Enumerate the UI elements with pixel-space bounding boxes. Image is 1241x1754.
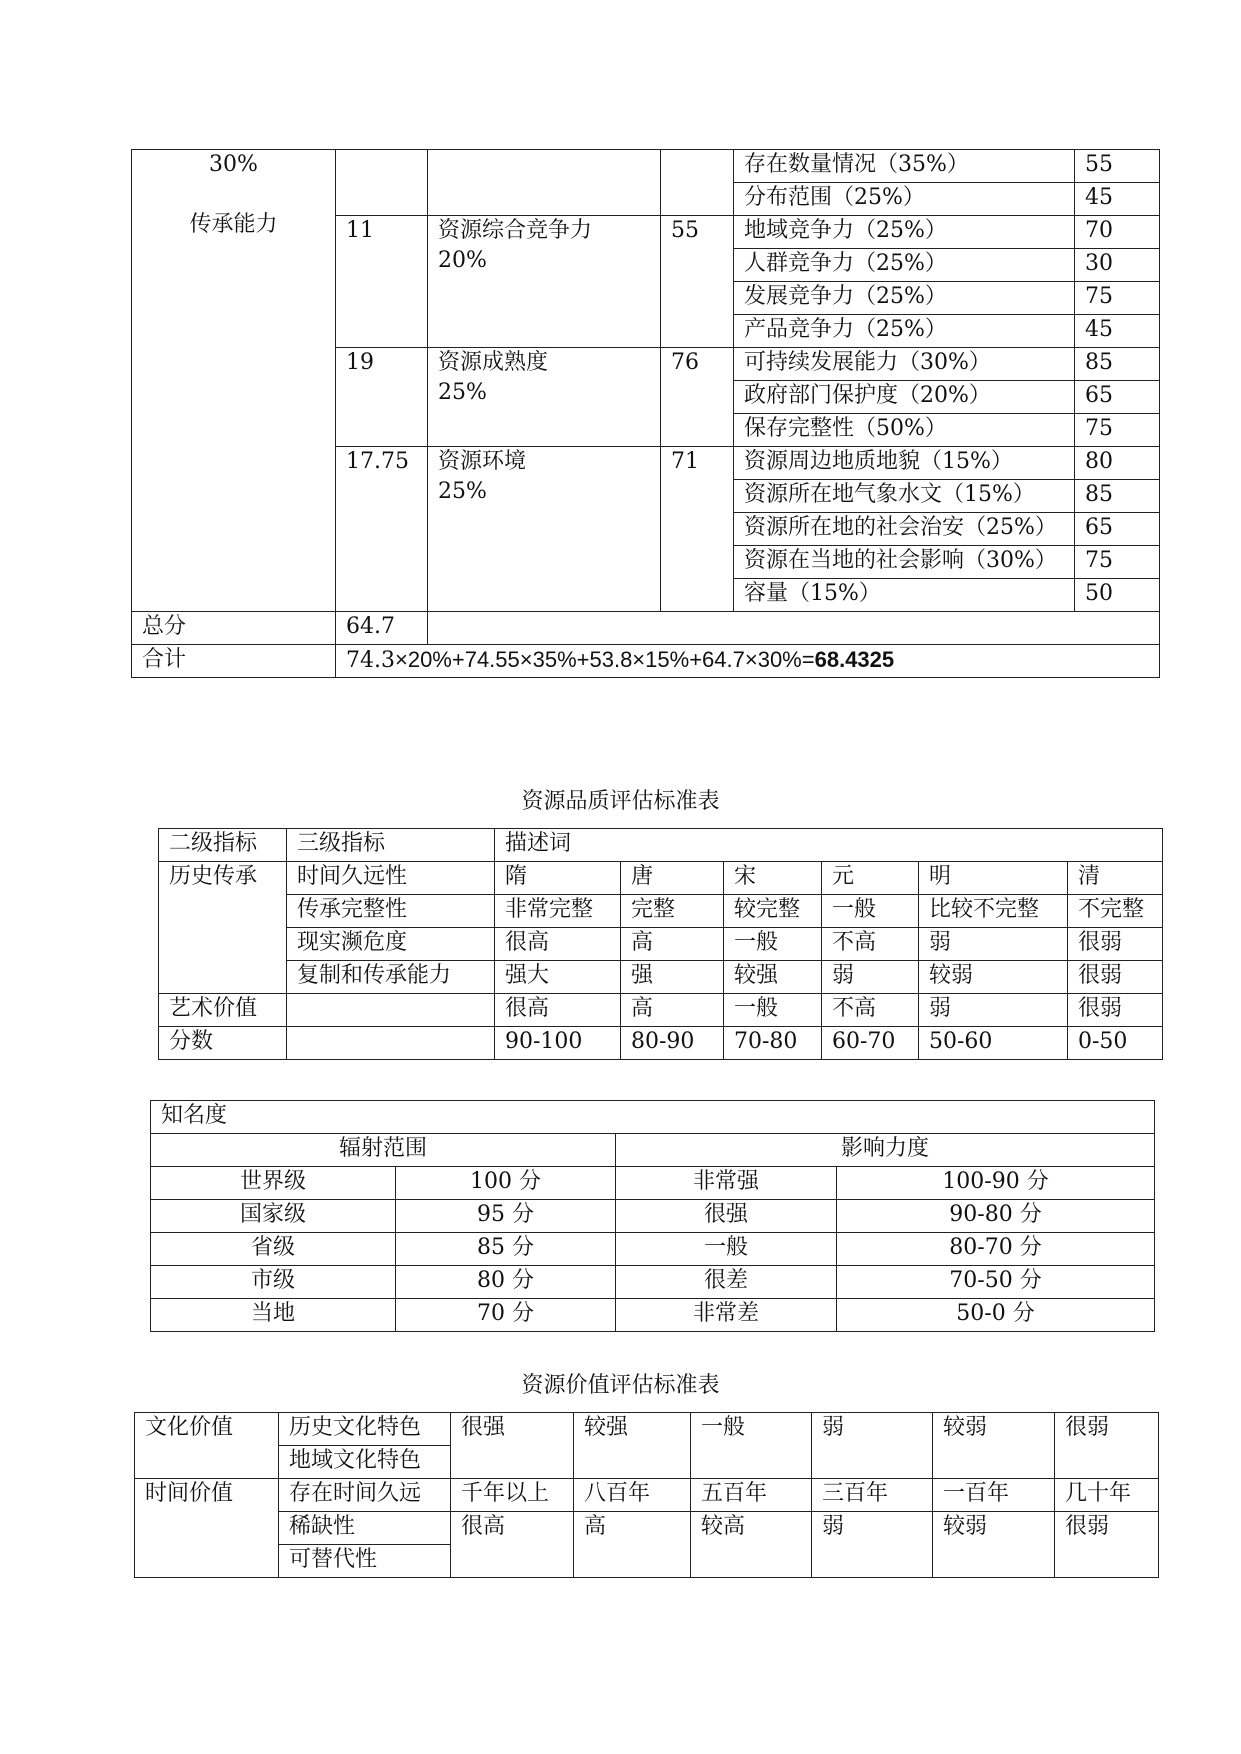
cell: 很弱 — [1068, 961, 1163, 994]
cell: 较强 — [574, 1413, 691, 1479]
table-row — [132, 150, 1160, 183]
cell: 很高 — [495, 928, 621, 961]
item-score: 50 — [1075, 579, 1160, 612]
cell: 很高 — [451, 1512, 574, 1578]
cell: 比较不完整 — [919, 895, 1068, 928]
cell: 隋 — [495, 862, 621, 895]
cell: 五百年 — [691, 1479, 812, 1512]
cell: 80-90 — [621, 1027, 724, 1060]
total-row — [132, 612, 1160, 645]
cell: 较高 — [691, 1512, 812, 1578]
cell: 很高 — [495, 994, 621, 1027]
value-standard-table — [134, 1412, 1159, 1578]
cell: 85 分 — [396, 1233, 616, 1266]
item-label: 资源所在地的社会治安（25%） — [734, 513, 1075, 546]
cell: 100-90 分 — [837, 1167, 1155, 1200]
item-label: 政府部门保护度（20%） — [734, 381, 1075, 414]
group-name — [428, 150, 661, 216]
group-name-cell — [428, 348, 661, 447]
indicator: 复制和传承能力 — [287, 961, 495, 994]
item-label: 人群竞争力（25%） — [734, 249, 1075, 282]
cell: 当地 — [151, 1299, 396, 1332]
cell: 90-80 分 — [837, 1200, 1155, 1233]
item-score: 70 — [1075, 216, 1160, 249]
cell: 弱 — [919, 928, 1068, 961]
value-table-caption: 资源价值评估标准表 — [521, 1373, 720, 1398]
table-row — [135, 1479, 1159, 1512]
score-table — [131, 149, 1160, 678]
item-label: 资源在当地的社会影响（30%） — [734, 546, 1075, 579]
cell: 国家级 — [151, 1200, 396, 1233]
cell: 很弱 — [1068, 928, 1163, 961]
cell: 较弱 — [933, 1512, 1055, 1578]
indicator: 传承完整性 — [287, 895, 495, 928]
cell: 95 分 — [396, 1200, 616, 1233]
indicator: 现实濒危度 — [287, 928, 495, 961]
group-score: 11 — [336, 216, 428, 348]
cell: 很差 — [616, 1266, 837, 1299]
table-row — [159, 928, 1163, 961]
item-score: 65 — [1075, 513, 1160, 546]
range-header: 辐射范围 — [151, 1134, 616, 1167]
total-value: 64.7 — [336, 612, 428, 645]
table-row — [151, 1299, 1155, 1332]
cell: 弱 — [812, 1413, 933, 1479]
culture-item: 地域文化特色 — [279, 1446, 451, 1479]
cell: 90-100 — [495, 1027, 621, 1060]
cell: 80 分 — [396, 1266, 616, 1299]
cell: 非常强 — [616, 1167, 837, 1200]
item-label: 容量（15%） — [734, 579, 1075, 612]
table-row — [159, 895, 1163, 928]
item-score: 65 — [1075, 381, 1160, 414]
score-label: 分数 — [159, 1027, 287, 1060]
total-empty — [428, 612, 1160, 645]
cell: 强大 — [495, 961, 621, 994]
table-row — [159, 1027, 1163, 1060]
table-header-row — [159, 829, 1163, 862]
cell: 一般 — [724, 928, 822, 961]
cell: 清 — [1068, 862, 1163, 895]
item-score: 85 — [1075, 480, 1160, 513]
cell: 一般 — [822, 895, 919, 928]
table-row — [151, 1101, 1155, 1134]
cell: 高 — [621, 928, 724, 961]
cell: 50-0 分 — [837, 1299, 1155, 1332]
cell: 不高 — [822, 994, 919, 1027]
group-name: 资源成熟度 — [438, 350, 549, 375]
group-value: 76 — [661, 348, 734, 447]
group-name: 资源环境 — [438, 449, 527, 474]
header-level3: 三级指标 — [287, 829, 495, 862]
table-row — [159, 862, 1163, 895]
item-score: 85 — [1075, 348, 1160, 381]
header-level2: 二级指标 — [159, 829, 287, 862]
item-label: 地域竞争力（25%） — [734, 216, 1075, 249]
cell: 弱 — [812, 1512, 933, 1578]
empty-cell — [287, 1027, 495, 1060]
cell: 八百年 — [574, 1479, 691, 1512]
table-header-row — [151, 1134, 1155, 1167]
cell: 较强 — [724, 961, 822, 994]
cell: 元 — [822, 862, 919, 895]
item-score: 55 — [1075, 150, 1160, 183]
indicator: 时间久远性 — [287, 862, 495, 895]
table-row — [151, 1167, 1155, 1200]
cell: 非常完整 — [495, 895, 621, 928]
cell: 0-50 — [1068, 1027, 1163, 1060]
cell: 70-80 — [724, 1027, 822, 1060]
capability-percent: 30% — [209, 152, 258, 177]
group-name: 资源综合竞争力 — [438, 218, 593, 243]
item-label: 可持续发展能力（30%） — [734, 348, 1075, 381]
sum-result: 68.4325 — [814, 647, 895, 672]
cell: 很强 — [616, 1200, 837, 1233]
cell: 不完整 — [1068, 895, 1163, 928]
cell: 明 — [919, 862, 1068, 895]
quality-table-caption: 资源品质评估标准表 — [521, 789, 720, 814]
cell: 高 — [574, 1512, 691, 1578]
header-descriptor: 描述词 — [495, 829, 1163, 862]
cell: 宋 — [724, 862, 822, 895]
cell: 千年以上 — [451, 1479, 574, 1512]
item-score: 30 — [1075, 249, 1160, 282]
cell: 强 — [621, 961, 724, 994]
sum-label: 合计 — [132, 645, 336, 678]
cell: 100 分 — [396, 1167, 616, 1200]
group-score: 19 — [336, 348, 428, 447]
time-item: 存在时间久远 — [279, 1479, 451, 1512]
item-label: 发展竞争力（25%） — [734, 282, 1075, 315]
table-row — [159, 994, 1163, 1027]
sum-formula-cell — [336, 645, 1160, 678]
cell: 一般 — [691, 1413, 812, 1479]
group-value: 55 — [661, 216, 734, 348]
sum-formula: ×20%+74.55×35%+53.8×15%+64.7×30%= — [394, 647, 815, 672]
cell: 很弱 — [1055, 1413, 1159, 1479]
cell: 一般 — [724, 994, 822, 1027]
group-pct: 20% — [438, 248, 487, 273]
popularity-title: 知名度 — [151, 1101, 1155, 1134]
cell: 较完整 — [724, 895, 822, 928]
capability-name: 传承能力 — [189, 212, 278, 237]
scarce-item: 可替代性 — [279, 1545, 451, 1578]
item-score: 75 — [1075, 546, 1160, 579]
cell: 省级 — [151, 1233, 396, 1266]
cell: 一般 — [616, 1233, 837, 1266]
capability-cell — [132, 150, 336, 612]
table-row — [135, 1413, 1159, 1446]
group-score — [336, 150, 428, 216]
group-name-cell — [428, 216, 661, 348]
group-score: 17.75 — [336, 447, 428, 612]
cell: 很弱 — [1055, 1512, 1159, 1578]
item-score: 45 — [1075, 315, 1160, 348]
total-label: 总分 — [132, 612, 336, 645]
table-row — [151, 1266, 1155, 1299]
item-score: 75 — [1075, 282, 1160, 315]
cell: 很弱 — [1068, 994, 1163, 1027]
group-value: 71 — [661, 447, 734, 612]
sum-row — [132, 645, 1160, 678]
cell: 高 — [621, 994, 724, 1027]
cell: 唐 — [621, 862, 724, 895]
cell: 弱 — [822, 961, 919, 994]
item-score: 45 — [1075, 183, 1160, 216]
cell: 80-70 分 — [837, 1233, 1155, 1266]
cell: 世界级 — [151, 1167, 396, 1200]
cell: 弱 — [919, 994, 1068, 1027]
cell: 70 分 — [396, 1299, 616, 1332]
table-row — [151, 1200, 1155, 1233]
table-row — [135, 1512, 1159, 1545]
scarce-item: 稀缺性 — [279, 1512, 451, 1545]
cell: 不高 — [822, 928, 919, 961]
item-label: 存在数量情况（35%） — [734, 150, 1075, 183]
influence-header: 影响力度 — [616, 1134, 1155, 1167]
cell: 较弱 — [933, 1413, 1055, 1479]
cell: 较弱 — [919, 961, 1068, 994]
group-pct: 25% — [438, 380, 487, 405]
item-score: 75 — [1075, 414, 1160, 447]
cell: 市级 — [151, 1266, 396, 1299]
cell: 非常差 — [616, 1299, 837, 1332]
group-name-cell — [428, 447, 661, 612]
popularity-table — [150, 1100, 1155, 1332]
group-value — [661, 150, 734, 216]
time-label: 时间价值 — [135, 1479, 279, 1578]
cell: 几十年 — [1055, 1479, 1159, 1512]
sum-prefix: 74.3 — [346, 648, 395, 673]
cell: 三百年 — [812, 1479, 933, 1512]
table-row — [159, 961, 1163, 994]
table-row — [151, 1233, 1155, 1266]
item-label: 资源所在地气象水文（15%） — [734, 480, 1075, 513]
group-label: 历史传承 — [159, 862, 287, 994]
cell: 60-70 — [822, 1027, 919, 1060]
item-label: 分布范围（25%） — [734, 183, 1075, 216]
culture-label: 文化价值 — [135, 1413, 279, 1479]
item-label: 保存完整性（50%） — [734, 414, 1075, 447]
quality-standard-table — [158, 828, 1163, 1060]
art-label: 艺术价值 — [159, 994, 287, 1027]
cell: 完整 — [621, 895, 724, 928]
cell: 一百年 — [933, 1479, 1055, 1512]
cell: 很强 — [451, 1413, 574, 1479]
item-score: 80 — [1075, 447, 1160, 480]
empty-cell — [287, 994, 495, 1027]
item-label: 资源周边地质地貌（15%） — [734, 447, 1075, 480]
culture-item: 历史文化特色 — [279, 1413, 451, 1446]
group-pct: 25% — [438, 479, 487, 504]
cell: 50-60 — [919, 1027, 1068, 1060]
cell: 70-50 分 — [837, 1266, 1155, 1299]
item-label: 产品竞争力（25%） — [734, 315, 1075, 348]
